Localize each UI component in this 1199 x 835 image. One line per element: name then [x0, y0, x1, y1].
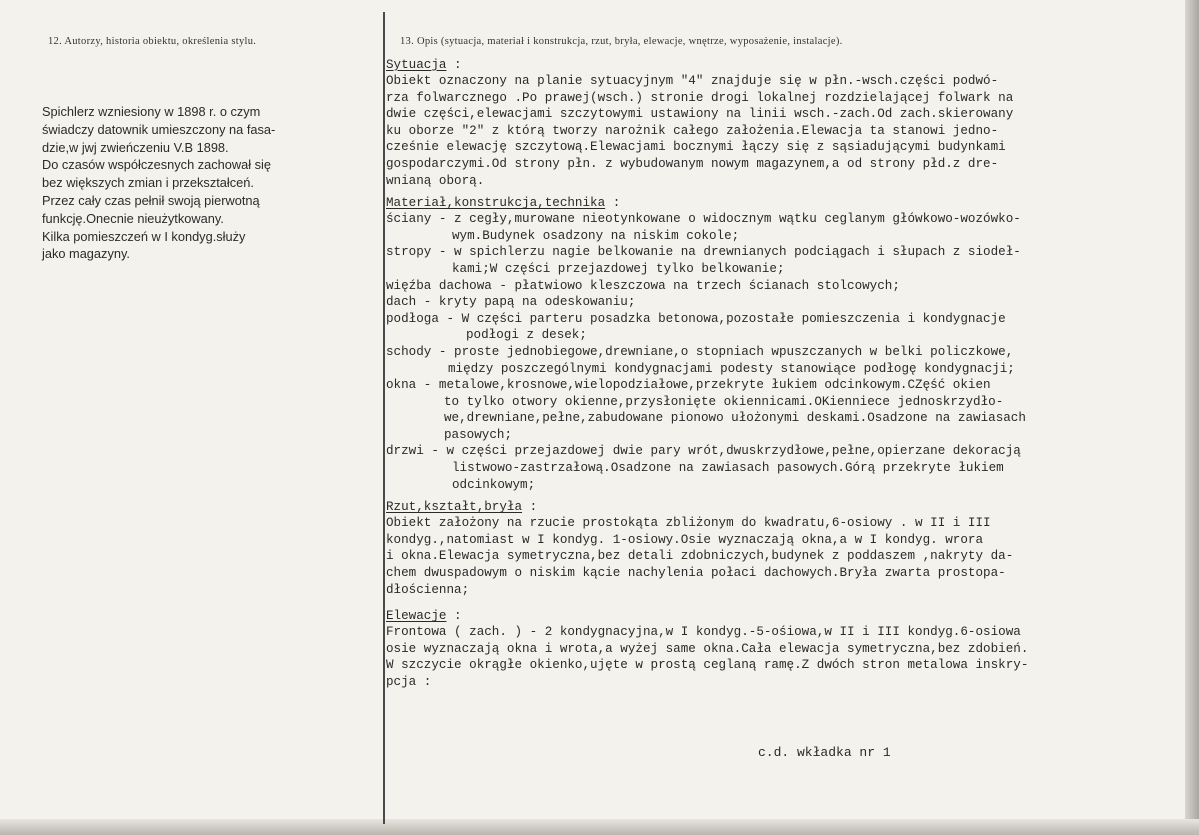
sytuacja-line: gospodarczymi.Od strony płn. z wybudowanym nowym magazynem,a od strony płd.z dre-: [386, 156, 999, 171]
material-line: drzwi - w części przejazdowej dwie pary wrót,dwuskrzydłowe,pełne,opierzane dekoracją: [386, 444, 1021, 459]
rzut-line: Obiekt założony na rzucie prostokąta zbliżonym do kwadratu,6-osiowy . w II i III: [386, 516, 991, 531]
page-edge-shadow-bottom: [0, 819, 1199, 835]
rzut-line: i okna.Elewacja symetryczna,bez detali zdobniczych,budynek z poddaszem ,nakryty da-: [386, 549, 1014, 564]
column-divider: [383, 12, 385, 824]
material-line: kami;W części przejazdowej tylko belkowanie;: [452, 261, 785, 276]
material-line: to tylko otwory okienne,przysłonięte okiennicami.OKienniece jednoskrzydło-: [444, 394, 1004, 409]
sytuacja-line: wnianą oborą.: [386, 173, 485, 188]
sytuacja-line: dwie części,elewacjami szczytowymi ustawiony na linii wsch.-zach.Od zach.skierowany: [386, 107, 1014, 122]
history-line: świadczy datownik umieszczony na fasa-: [42, 121, 276, 137]
material-line: schody - proste jednobiegowe,drewniane,o stopniach wpuszczanych w belki policzkowe,: [386, 344, 1014, 359]
material-line: wym.Budynek osadzony na niskim cokole;: [452, 228, 740, 243]
page-edge-shadow-right: [1185, 0, 1199, 835]
material-line: pasowych;: [444, 427, 513, 442]
material-line: między poszczególnymi kondygnacjami podesty stanowiące podłogę kondygnacji;: [448, 361, 1015, 376]
continuation-note: c.d. wkładka nr 1: [758, 745, 891, 760]
left-column: [42, 36, 372, 263]
sytuacja-line: Obiekt oznaczony na planie sytuacyjnym "4" znajduje się w płn.-wsch.części podwó-: [386, 74, 999, 88]
sytuacja-line: ku oborze "2" z którą tworzy narożnik całego założenia.Elewacja ta stanowi jedno-: [386, 123, 999, 138]
right-column: [386, 36, 1186, 691]
section-title-material: Materiał,konstrukcja,technika :: [386, 196, 621, 211]
history-line: jako magazyny.: [42, 246, 130, 262]
material-line: stropy - w spichlerzu nagie belkowanie na drewnianych podciągach i słupach z siodeł-: [386, 245, 1021, 260]
rzut-line: chem dwuspadowym o niskim kącie nachylenia połaci dachowych.Bryła zwarta prostopa-: [386, 566, 1006, 581]
history-line: Do czasów współczesnych zachował się: [42, 157, 272, 173]
history-line: Kilka pomieszczeń w I kondyg.służy: [42, 228, 246, 244]
sytuacja-line: cześnie elewację szczytową.Elewacjami bocznymi łączy się z sąsiadującymi budynkami: [386, 140, 1006, 155]
elewacje-line: osie wyznaczają okna i wrota,a wyżej same okna.Cała elewacja symetryczna,bez zdobień.: [386, 641, 1029, 656]
history-text: [42, 103, 372, 263]
sytuacja-line: rza folwarcznego .Po prawej(wsch.) stronie drogi lokalnej rozdzielającej folwark na: [386, 90, 1014, 105]
section-title-sytuacja: Sytuacja :: [386, 58, 462, 72]
elewacje-line: pcja :: [386, 675, 432, 689]
material-line: podłoga - W części parteru posadzka betonowa,pozostałe pomieszczenia i kondygnacje: [386, 311, 1006, 326]
elewacje-line: Frontowa ( zach. ) - 2 kondygnacyjna,w I kondyg.-5-ośiowa,w II i III kondyg.6-osiowa: [386, 625, 1021, 640]
material-line: więźba dachowa - płatwiowo kleszczowa na trzech ścianach stolcowych;: [386, 278, 900, 293]
material-line: listwowo-zastrzałową.Osadzone na zawiasach pasowych.Górą przekryte łukiem: [452, 461, 1004, 476]
history-line: bez większych zmian i przekształceń.: [42, 175, 254, 191]
history-line: funkcję.Onecnie nieużytkowany.: [42, 210, 224, 226]
material-line: dach - kryty papą na odeskowaniu;: [386, 295, 636, 310]
history-line: dzie,w jwj zwieńczeniu V.B 1898.: [42, 139, 229, 155]
material-line: okna - metalowe,krosnowe,wielopodziałowe,przekryte łukiem odcinkowym.CZęść okien: [386, 378, 991, 393]
material-line: podłogi z desek;: [466, 328, 587, 343]
material-line: odcinkowym;: [452, 477, 536, 492]
left-column-header: 12. Autorzy, historia obiektu, określenia stylu.: [48, 36, 257, 47]
section-title-rzut: Rzut,kształt,bryła :: [386, 500, 538, 515]
rzut-line: kondyg.,natomiast w I kondyg. 1-osiowy.Osie wyznaczają okna,a w I kondyg. wrora: [386, 532, 984, 547]
history-line: Przez cały czas pełnił swoją pierwotną: [42, 192, 260, 208]
rzut-line: dłościenna;: [386, 582, 470, 597]
history-line: Spichlerz wzniesiony w 1898 r. o czym: [42, 104, 261, 119]
material-line: ściany - z cegły,murowane nieotynkowane o widocznym wątku ceglanym główkowo-wozówko-: [386, 212, 1021, 227]
material-line: we,drewniane,pełne,zabudowane pionowo ułożonymi deskami.Osadzone na zawiasach: [444, 411, 1026, 426]
elewacje-line: W szczycie okrągłe okienko,ujęte w prostą ceglaną ramę.Z dwóch stron metalowa inskry-: [386, 658, 1029, 673]
section-title-elewacje: Elewacje :: [386, 609, 462, 624]
right-column-header: 13. Opis (sytuacja, materiał i konstrukcja, rzut, bryła, elewacje, wnętrze, wyposażenie, instalacje).: [400, 36, 843, 47]
